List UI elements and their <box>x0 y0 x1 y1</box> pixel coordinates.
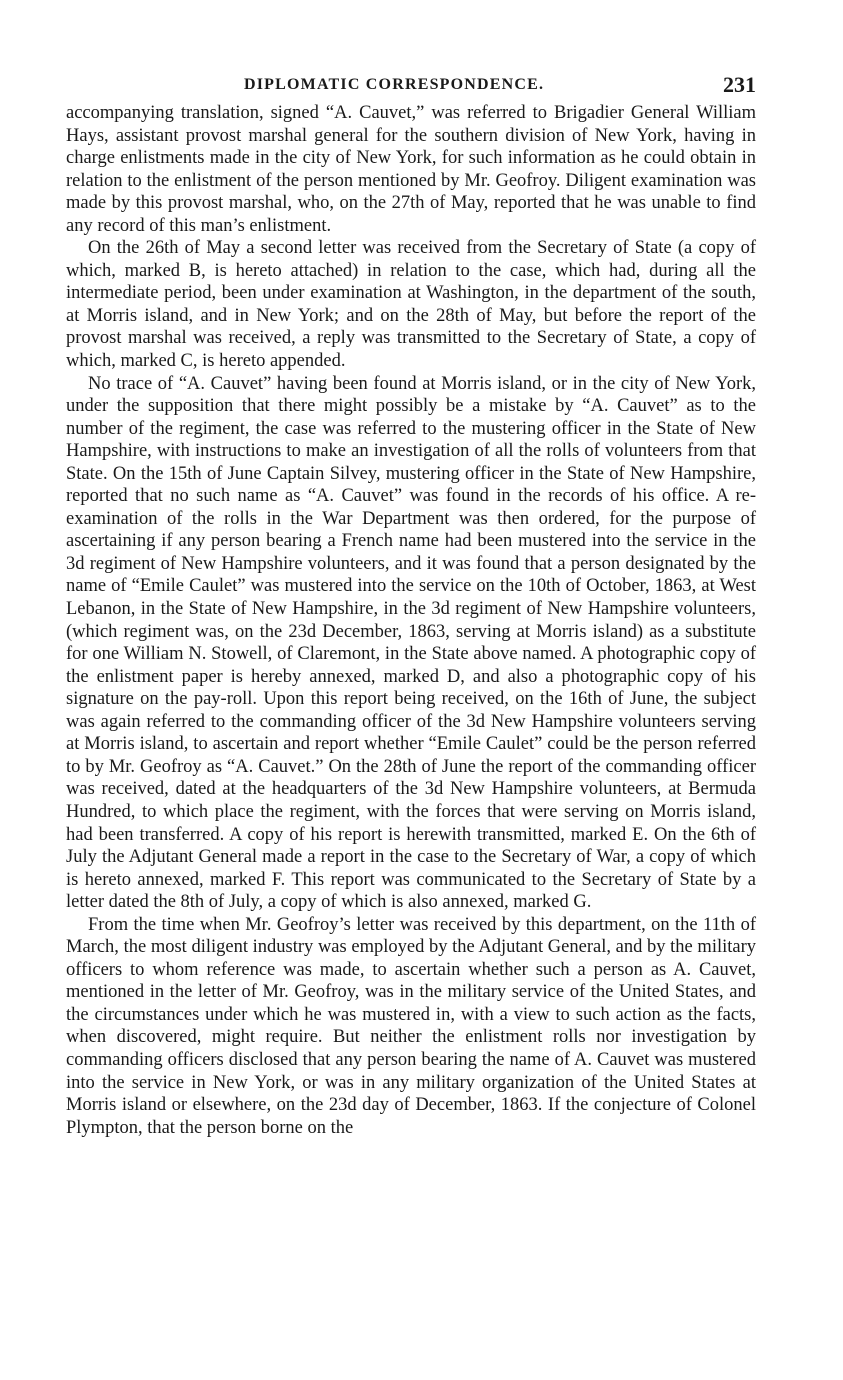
paragraph-2: On the 26th of May a second letter was received from the Secretary of State (a copy of which, marked B, is hereto attached) in relation to the case, which had, during all the intermediate period, been under examination at Washington, in the department of the south, at Morris island, and in New York; and on the 28th of May, but before the report of the provost marshal was received, a reply was transmitted to the Secretary of State, a copy of which, marked C, is hereto appended. <box>66 238 756 372</box>
running-head: DIPLOMATIC CORRESPONDENCE. <box>244 76 545 93</box>
paragraph-1: accompanying translation, signed “A. Cauvet,” was referred to Brigadier General William Hays, assistant provost marshal general for the southern division of New York, having in charge enlistments made in the city of New York, for such information as he could obtain in relation to the enlistment of the person mentioned by Mr. Geofroy. Diligent examination was made by this provost marshal, who, on the 27th of May, reported that he was unable to find any record of this man’s enlistment. <box>66 103 756 236</box>
page-number: 231 <box>723 72 756 97</box>
body-text <box>66 102 756 1139</box>
page-header <box>66 60 756 96</box>
paragraph-3: No trace of “A. Cauvet” having been found at Morris island, or in the city of New York, under the supposition that there might possibly be a mistake by “A. Cauvet” as to the number of the regiment, the case was referred to the mustering officer in the State of New Hampshire, with instructions to make an investigation of all the rolls of volunteers from that State. On the 15th of June Captain Silvey, mustering officer in the State of New Hampshire, reported that no such name as “A. Cauvet” was found in the records of his office. A re-examination of the rolls in the War Department was then ordered, for the purpose of ascertaining if any person bearing a French name had been mustered into the service in the 3d regiment of New Hampshire volunteers, and it was found that a person designated by the name of “Emile Caulet” was mustered into the service on the 10th of October, 1863, at West Lebanon, in the State of New Hampshire, in the 3d regiment of New Hampshire volunteers, (which regiment was, on the 23d December, 1863, serving at Morris island) as a substitute for one William N. Stowell, of Claremont, in the State above named. A photographic copy of the enlistment paper is hereby annexed, marked D, and also a photographic copy of his signature on the pay-roll. Upon this report being received, on the 16th of June, the subject was again referred to the commanding officer of the 3d New Hampshire volunteers serving at Morris island, to ascertain and report whether “Emile Caulet” could be the person referred to by Mr. Geofroy as “A. Cauvet.” On the 28th of June the report of the commanding officer was received, dated at the headquarters of the 3d New Hampshire volunteers, at Bermuda Hundred, to which place the regiment, with the forces that were serving on Morris island, had been transferred. A copy of his report is herewith transmitted, marked E. On the 6th of July the Adjutant General made a report in the case to the Secretary of War, a copy of which is hereto annexed, marked F. This report was communicated to the Secretary of State by a letter dated the 8th of July, a copy of which is also annexed, marked G. <box>66 373 756 913</box>
document-page <box>66 60 756 1139</box>
paragraph-4: From the time when Mr. Geofroy’s letter was received by this department, on the 11th of March, the most diligent industry was employed by the Adjutant General, and by the military officers to whom reference was made, to ascertain whether such a person as A. Cauvet, mentioned in the letter of Mr. Geofroy, was in the military service of the United States, and the circumstances under which he was mustered in, with a view to such action as the facts, when discovered, might require. But neither the enlistment rolls nor investigation by commanding officers disclosed that any person bearing the name of A. Cauvet was mustered into the service in New York, or was in any military organization of the United States at Morris island or elsewhere, on the 23d day of December, 1863. If the conjecture of Colonel Plympton, that the person borne on the <box>66 914 756 1138</box>
